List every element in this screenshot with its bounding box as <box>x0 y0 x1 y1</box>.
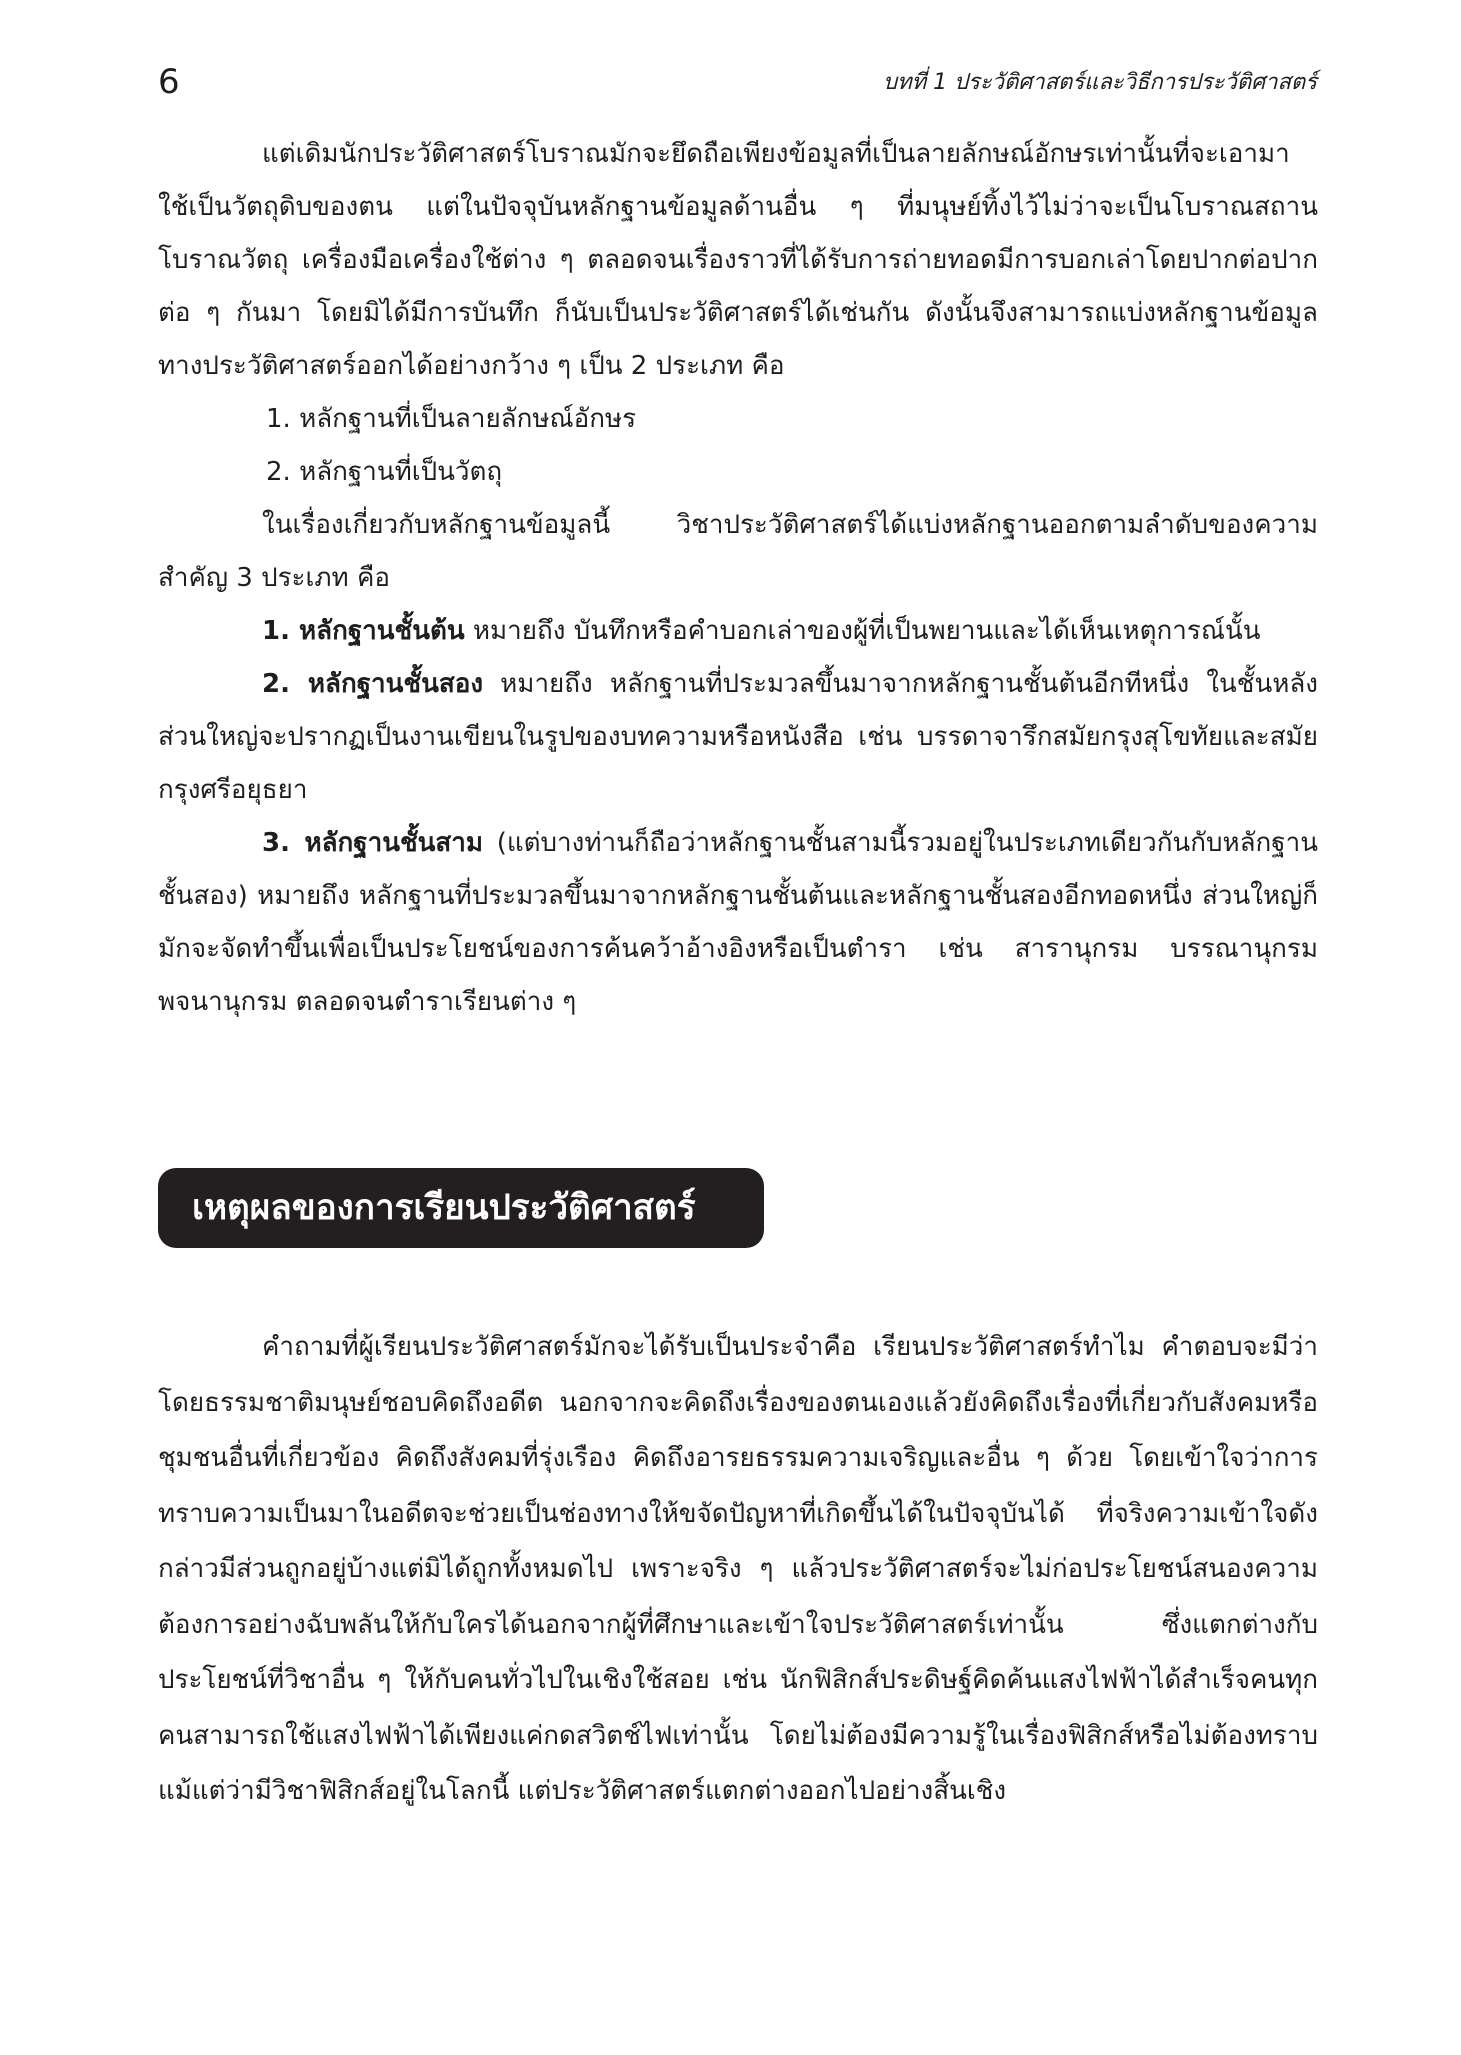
list-item: 2. หลักฐานที่เป็นวัตถุ <box>266 457 503 487</box>
evidence-term: 3. หลักฐานชั้นสาม <box>262 828 484 858</box>
evidence-section <box>158 128 1318 1029</box>
running-header: บทที่ 1 ประวัติศาสตร์และวิธีการประวัติศาสตร์ <box>883 70 1317 95</box>
page-number: 6 <box>158 62 180 102</box>
evidence-type-secondary <box>158 658 1318 817</box>
list-item: 1. หลักฐานที่เป็นลายลักษณ์อักษร <box>266 404 637 434</box>
reasons-section <box>158 1320 1318 1820</box>
evidence-definition: หมายถึง หลักฐานที่ประมวลขึ้นมาจากหลักฐานชั้นต้นอีกทีหนึ่ง ในชั้นหลังส่วนใหญ่จะปรากฏเป็นงานเขียนในรูปของบทความหรือหนังสือ เช่น บรรดาจารึกสมัยกรุงสุโขทัยและสมัยกรุงศรีอยุธยา <box>158 669 1318 805</box>
evidence-term: 1. หลักฐานชั้นต้น <box>262 616 465 646</box>
intro-paragraph: แต่เดิมนักประวัติศาสตร์โบราณมักจะยึดถือเพียงข้อมูลที่เป็นลายลักษณ์อักษรเท่านั้นที่จะเอามาใช้เป็นวัตถุดิบของตน แต่ในปัจจุบันหลักฐานข้อมูลด้านอื่น ๆ ที่มนุษย์ทิ้งไว้ไม่ว่าจะเป็นโบราณสถาน โบราณวัตถุ เครื่องมือเครื่องใช้ต่าง ๆ ตลอดจนเรื่องราวที่ได้รับการถ่ายทอดมีการบอกเล่าโดยปากต่อปากต่อ ๆ กันมา โดยมิได้มีการบันทึก ก็นับเป็นประวัติศาสตร์ได้เช่นกัน ดังนั้นจึงสามารถแบ่งหลักฐานข้อมูลทางประวัติศาสตร์ออกได้อย่างกว้าง ๆ เป็น 2 ประเภท คือ <box>158 139 1318 381</box>
reasons-paragraph: คำถามที่ผู้เรียนประวัติศาสตร์มักจะได้รับเป็นประจำคือ เรียนประวัติศาสตร์ทำไม คำตอบจะมีว่า โดยธรรมชาติมนุษย์ชอบคิดถึงอดีต นอกจากจะคิดถึงเรื่องของตนเองแล้วยังคิดถึงเรื่องที่เกี่ยวกับสังคมหรือชุมชนอื่นที่เกี่ยวข้อง คิดถึงสังคมที่รุ่งเรือง คิดถึงอารยธรรมความเจริญและอื่น ๆ ด้วย โดยเข้าใจว่าการทราบความเป็นมาในอดีตจะช่วยเป็นช่องทางให้ขจัดปัญหาที่เกิดขึ้นได้ในปัจจุบันได้ ที่จริงความเข้าใจดังกล่าวมีส่วนถูกอยู่บ้างแต่มิได้ถูกทั้งหมดไป เพราะจริง ๆ แล้วประวัติศาสตร์จะไม่ก่อประโยชน์สนองความต้องการอย่างฉับพลันให้กับใครได้นอกจากผู้ที่ศึกษาและเข้าใจประวัติศาสตร์เท่านั้น ซึ่งแตกต่างกับประโยชน์ที่วิชาอื่น ๆ ให้กับคนทั่วไปในเชิงใช้สอย เช่น นักฟิสิกส์ประดิษฐ์คิดค้นแสงไฟฟ้าได้สำเร็จคนทุกคนสามารถใช้แสงไฟฟ้าได้เพียงแค่กดสวิตช์ไฟเท่านั้น โดยไม่ต้องมีความรู้ในเรื่องฟิสิกส์หรือไม่ต้องทราบแม้แต่ว่ามีวิชาฟิสิกส์อยู่ในโลกนี้ แต่ประวัติศาสตร์แตกต่างออกไปอย่างสิ้นเชิง <box>158 1332 1318 1806</box>
evidence-type-primary <box>158 605 1318 658</box>
evidence-term: 2. หลักฐานชั้นสอง <box>262 669 484 699</box>
evidence-definition: หมายถึง บันทึกหรือคำบอกเล่าของผู้ที่เป็นพยานและได้เห็นเหตุการณ์นั้น <box>464 616 1261 646</box>
section-heading: เหตุผลของการเรียนประวัติศาสตร์ <box>158 1168 764 1248</box>
evidence-definition: (แต่บางท่านก็ถือว่าหลักฐานชั้นสามนี้รวมอยู่ในประเภทเดียวกันกับหลักฐานชั้นสอง) หมายถึง หลักฐานที่ประมวลขึ้นมาจากหลักฐานชั้นต้นและหลักฐานชั้นสองอีกทอดหนึ่ง ส่วนใหญ่ก็มักจะจัดทำขึ้นเพื่อเป็นประโยชน์ของการค้นคว้าอ้างอิงหรือเป็นตำรา เช่น สารานุกรม บรรณานุกรม พจนานุกรม ตลอดจนตำราเรียนต่าง ๆ <box>158 828 1318 1017</box>
evidence-type-tertiary <box>158 817 1318 1029</box>
importance-paragraph: ในเรื่องเกี่ยวกับหลักฐานข้อมูลนี้ วิชาประวัติศาสตร์ได้แบ่งหลักฐานออกตามลำดับของความสำคัญ 3 ประเภท คือ <box>158 510 1318 593</box>
